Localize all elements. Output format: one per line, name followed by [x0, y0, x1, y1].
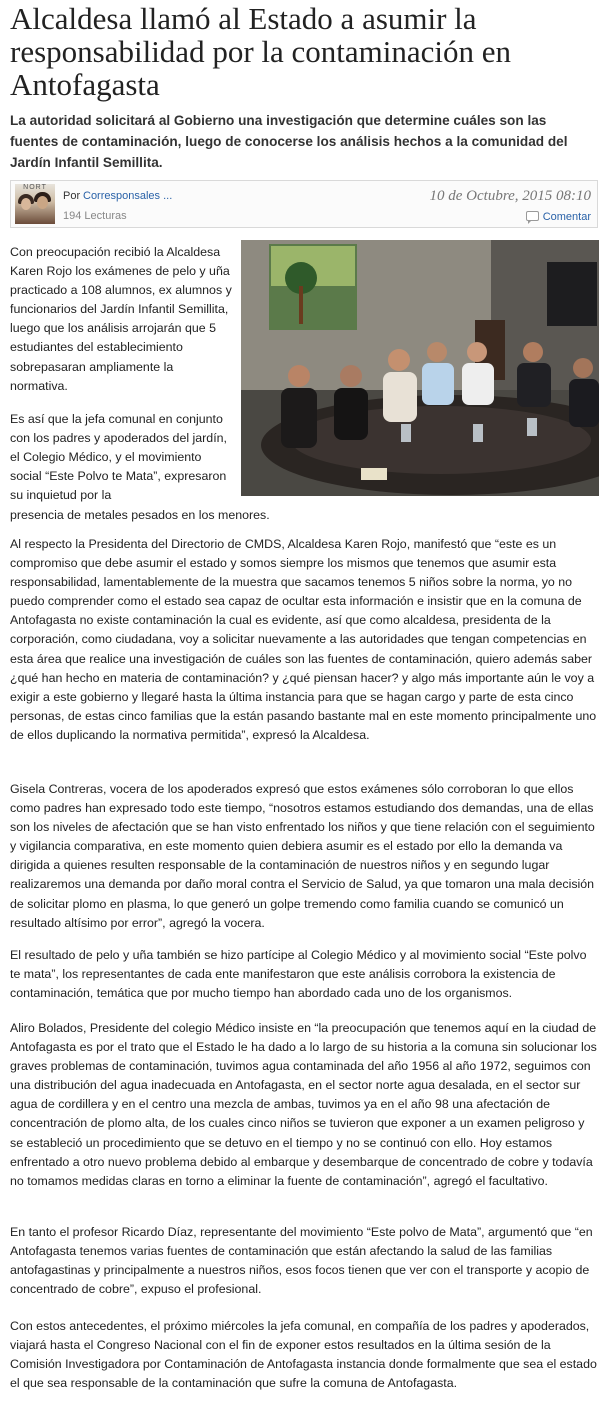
photo-person-6-body	[517, 363, 551, 407]
photo-glass-3	[527, 418, 537, 436]
byline-prefix: Por	[63, 190, 81, 202]
comment-icon	[526, 211, 539, 221]
photo-person-7	[573, 358, 593, 378]
paragraph-8: Con estos antecedentes, el próximo miércoles la jefa comunal, en compañía de los padres y apoderados, viajará hasta el Congreso Nacional con el fin de exponer estos resultados en la última sesión de la Comisión Investigadora por Contaminación de Antofagasta instancia donde formalmente que sea el estado el que sea responsable de la contaminación que sufre la comuna de Antofagasta.	[10, 1319, 597, 1391]
photo-person-1	[288, 365, 310, 387]
paragraph-1: Con preocupación recibió la Alcaldesa Karen Rojo los exámenes de pelo y uña practicado a 108 alumnos, ex alumnos y funcionarios del Jardín Infantil Semillita, luego que los análisis arrojarán que 5 estudiantes del establecimiento sobrepasaran ampliamente la normativa.	[10, 245, 232, 393]
photo-person-1-body	[281, 388, 317, 448]
photo-person-3-body	[383, 372, 417, 422]
paragraph-4: Gisela Contreras, vocera de los apoderados expresó que estos exámenes sólo corroboran lo que ellos como padres han expresado todo este tiempo, “nosotros estamos estudiando dos demandas, una de ellas son los niveles de afectación que se han visto enfrentado los niños y que tiene relación con el seguimiento y vigilancia comparativa, en este momento quien debiera asumir es el estado por ello la demanda va dirigida a quienes resulten responsable de la contaminación de nuestros niños y en segundo lugar realizaremos una demanda por daño moral contra el Servicio de Salud, ya que tomaron una mala decisión de solicitar plomo en plasma, lo que generó un golpe tremendo como familia cuando se comunicó un resultado altísimo por error”, agregó la vocera.	[10, 782, 595, 930]
photo-person-4	[427, 342, 447, 362]
author-avatar[interactable]	[15, 184, 55, 224]
author-link[interactable]: Corresponsales ...	[83, 190, 173, 202]
photo-person-2-body	[334, 388, 368, 440]
paragraph-7: En tanto el profesor Ricardo Díaz, representante del movimiento “Este polvo de Mata”, argumentó que “en Antofagasta tenemos varias fuentes de contaminación que están afectando la salud de las familias antofagastinas y principalmente a nuestros niños, esos focos tienen que ver con el transporte y acopio de concentrado de cobre”, expuso el profesional.	[10, 1225, 593, 1297]
photo-person-5	[467, 342, 487, 362]
paragraph-6: Aliro Bolados, Presidente del colegio Médico insiste en “la preocupación que tenemos aquí en la ciudad de Antofagasta es por el trato que el Estado le ha dado a lo largo de su historia a la comuna sin solucionar los graves problemas de contaminación, tuvimos agua contaminada del año 1956 al año 1972, seguimos con una distribución del agua inadecuada en Antofagasta, en el sector norte agua desalada, en el sector sur agua de cordillera y en el centro una mezcla de ambas, tuvimos ya en el año 98 una afectación de concentración de plomo alta, de los cuales cinco niños se tuvieron que exponer a un examen peligroso y se estableció un procedimiento que se detuvo en el tiempo y no se continuó con ello. Hoy estamos enfrentado a otro nuevo problema debido al embarque y desembarque de concentrado de cobre y todavía no tomamos medidas claras en torno a eliminar la fuente de contaminación”, agregó el facultativo.	[10, 1021, 597, 1188]
article-title: Alcaldesa llamó al Estado a asumir la responsabilidad por la contaminación en Antofagasta	[10, 1, 512, 102]
photo-person-6	[523, 342, 543, 362]
photo-tv	[547, 262, 597, 326]
avatar-face-right	[37, 196, 48, 209]
meeting-photo-illustration	[241, 240, 599, 496]
paragraph-3: Al respecto la Presidenta del Directorio de CMDS, Alcaldesa Karen Rojo, manifestó que “este es un compromiso que debe asumir el estado y somos siempre los mismos que tenemos que asumir esta responsabilidad, lamentablemente de la muestra que sacamos tenemos 5 niños sobre la norma, yo no puedo comprender como el estado sea capaz de ocultar esta información e insistir que en la comuna de Antofagasta no existe contaminación la cual es evidente, así que como alcaldesa, presidenta de la corporación, como ciudadana, voy a solicitar nuevamente a las autoridades que tengan competencias en esta área que realice una investigación de cuáles son las fuentes de contaminación, quiero además saber ¿qué han hecho en materia de contaminación? y ¿qué piensan hacer? y algo más importante aún le voy a exigir a este gobierno y llegaré hasta la última instancia para que se hagan cargo y parte de esta cinco personas, de estas cinco familias que la están pasando bastante mal en este momento principalmente uno de ellos duplicando la normativa permitida”, expresó la Alcaldesa.	[10, 537, 597, 742]
photo-painting-trunk	[299, 286, 303, 324]
photo-glass-1	[401, 424, 411, 442]
photo-person-5-body	[462, 363, 494, 405]
paragraph-2: Es así que la jefa comunal en conjunto con los padres y apoderados del jardín, el Colegio Médico, y el movimiento social “Este Polvo te Mata”, expresaron su inquietud por la	[10, 412, 227, 503]
paragraph-2-tail: presencia de metales pesados en los menores.	[10, 508, 270, 522]
photo-person-2	[340, 365, 362, 387]
photo-person-3	[388, 349, 410, 371]
article-lead: La autoridad solicitará al Gobierno una investigación que determine cuáles son las fuentes de contaminación, luego de conocerse los análisis hechos a la comunidad del Jardín Infantil Semillita.	[10, 113, 568, 170]
avatar-face-left	[21, 198, 31, 210]
comment-label: Comentar	[542, 211, 591, 223]
paragraph-5: El resultado de pelo y uña también se hizo partícipe al Colegio Médico y al movimiento social “Este polvo te mata”, los representantes de cada ente manifestaron que este análisis corrobora la existencia de contaminación, temática que por mucho tiempo han abordado cada uno de los organismos.	[10, 948, 587, 1001]
photo-person-4-body	[422, 363, 454, 405]
photo-glass-2	[473, 424, 483, 442]
read-count: 194 Lecturas	[63, 210, 127, 222]
publish-date: 10 de Octubre, 2015 08:10	[429, 188, 591, 204]
photo-table-item	[361, 468, 387, 480]
comment-link[interactable]	[526, 211, 591, 223]
article-photo[interactable]	[241, 240, 599, 496]
photo-person-7-body	[569, 379, 599, 427]
avatar-logo-text: NORT	[23, 184, 47, 191]
byline-box	[10, 180, 598, 228]
